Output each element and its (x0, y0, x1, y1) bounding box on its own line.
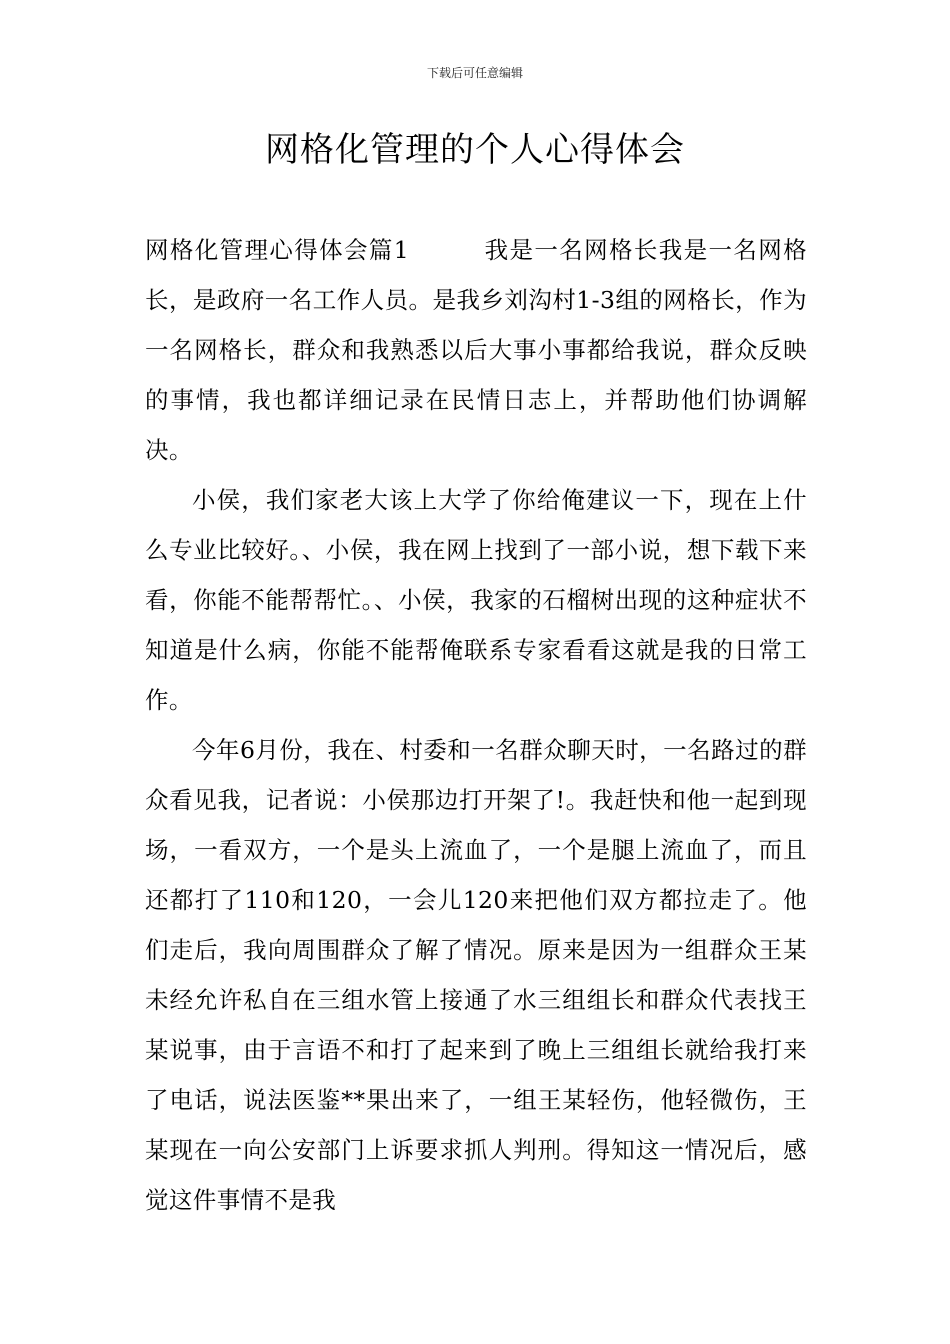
paragraph-3: 今年6月份，我在、村委和一名群众聊天时，一名路过的群众看见我，记者说：小侯那边打开架了!。我赶快和他一起到现场，一看双方，一个是头上流血了，一个是腿上流血了，而且还都打了110和120，一会儿120来把他们双方都拉走了。他们走后，我向周围群众了解了情况。原来是因为一组群众王某未经允许私自在三组水管上接通了水三组组长和群众代表找王某说事，由于言语不和打了起来到了晚上三组组长就给我打来了电话，说法医鉴**果出来了，一组王某轻伤，他轻微伤，王某现在一向公安部门上诉要求抓人判刑。得知这一情况后，感觉这件事情不是我 (145, 736, 807, 1214)
paragraph-gap (409, 236, 485, 264)
paragraph-1 (145, 225, 807, 475)
paragraph-1-text: 我是一名网格长我是一名网格长，是政府一名工作人员。是我乡刘沟村1-3组的网格长，作为一名网格长，群众和我熟悉以后大事小事都给我说，群众反映的事情，我也都详细记录在民情日志上，并帮助他们协调解决。 (145, 236, 808, 464)
download-note: 下载后可任意编辑 (426, 66, 523, 80)
page-title: 网格化管理的个人心得体会 (265, 130, 685, 170)
article-heading: 网格化管理心得体会篇1 (145, 236, 410, 264)
paragraph-2: 小侯，我们家老大该上大学了你给俺建议一下，现在上什么专业比较好。、小侯，我在网上找到了一部小说，想下载下来看，你能不能帮帮忙。、小侯，我家的石榴树出现的这种症状不知道是什么病，你能不能帮俺联系专家看看这就是我的日常工作。 (145, 486, 807, 714)
document-body (145, 225, 807, 1225)
